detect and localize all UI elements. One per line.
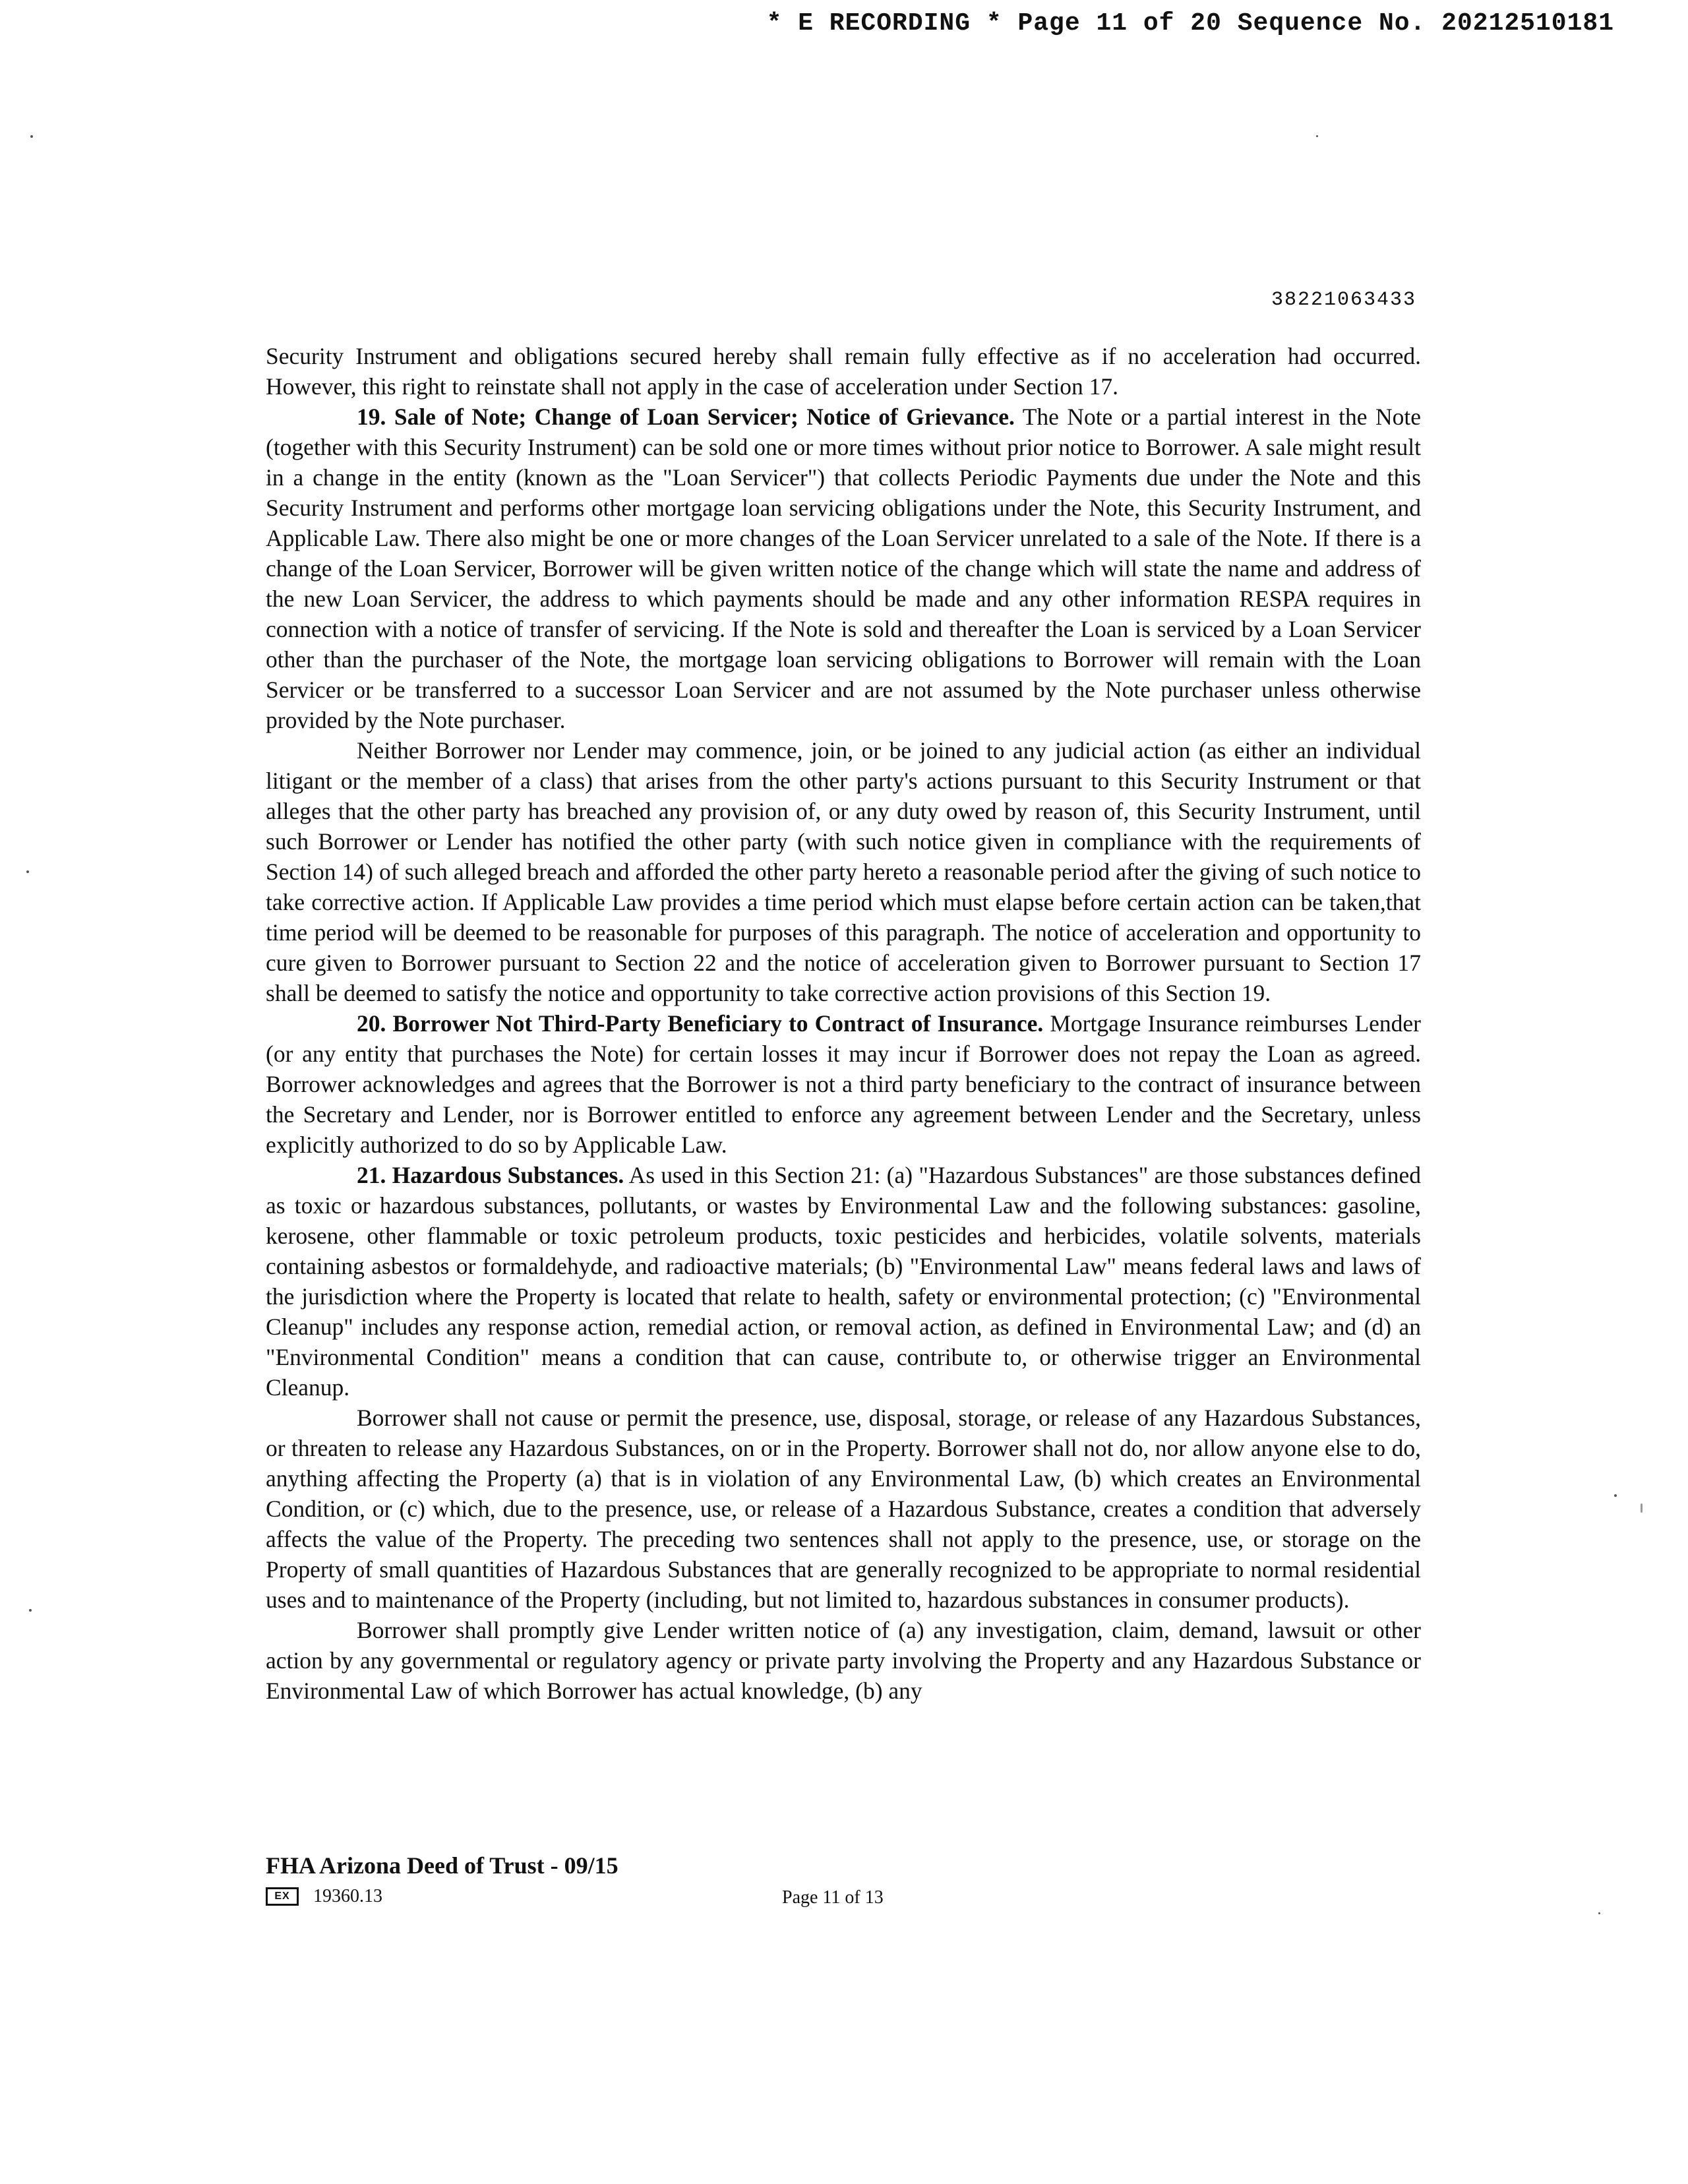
scan-speck <box>1316 135 1318 137</box>
page-number: Page 11 of 13 <box>782 1887 884 1908</box>
section-19-heading: 19. Sale of Note; Change of Loan Servicer; Notice of Grievance. <box>357 404 1015 430</box>
section-21-heading: 21. Hazardous Substances. <box>357 1162 624 1188</box>
scan-speck <box>26 870 29 873</box>
document-body <box>266 341 1421 1706</box>
scan-speck <box>1641 1503 1643 1513</box>
section-20-text: Mortgage Insurance reimburses Lender (or any entity that purchases the Note) for certain losses it may incur if Borrower does not repay the Loan as agreed. Borrower acknowledges and agrees that the Borrower is not a third party beneficiary to the contract of insurance between the Secretary and Lender, nor is Borrower entitled to enforce any agreement between Lender and the Secretary, unless explicitly authorized to do so by Applicable Law. <box>266 1010 1421 1158</box>
form-code-row <box>266 1886 382 1907</box>
section-21-paragraph-3: Borrower shall promptly give Lender written notice of (a) any investigation, claim, demand, lawsuit or other action by any governmental or regulatory agency or private party involving the Property and any Hazardous Substance or Environmental Law of which Borrower has actual knowledge, (b) any <box>266 1617 1421 1704</box>
recording-stamp: * E RECORDING * Page 11 of 20 Sequence No. 20212510181 <box>766 9 1614 38</box>
loan-number: 38221063433 <box>1271 289 1416 311</box>
continuation-paragraph: Security Instrument and obligations secured hereby shall remain fully effective as if no acceleration had occurred. However, this right to reinstate shall not apply in the case of acceleration under Section 17. <box>266 343 1421 400</box>
scan-speck <box>1598 1912 1600 1914</box>
scan-speck <box>30 135 33 138</box>
form-title: FHA Arizona Deed of Trust - 09/15 <box>266 1852 618 1879</box>
form-code: 19360.13 <box>313 1886 382 1906</box>
section-21-paragraph-2: Borrower shall not cause or permit the presence, use, disposal, storage, or release of any Hazardous Substances, or threaten to release any Hazardous Substances, on or in the Property. Borrower shall not do, nor allow anyone else to do, anything affecting the Property (a) that is in violation of any Environmental Law, (b) which creates an Environmental Condition, or (c) which, due to the presence, use, or release of a Hazardous Substance, creates a condition that adversely affects the value of the Property. The preceding two sentences shall not apply to the presence, use, or storage on the Property of small quantities of Hazardous Substances that are generally recognized to be appropriate to normal residential uses and to maintenance of the Property (including, but not limited to, hazardous substances in consumer products). <box>266 1405 1421 1613</box>
scan-speck <box>1614 1494 1617 1497</box>
scan-speck <box>29 1609 32 1612</box>
section-20-heading: 20. Borrower Not Third-Party Beneficiary to Contract of Insurance. <box>357 1010 1044 1037</box>
ex-logo-icon: EX <box>266 1887 299 1906</box>
section-20-paragraph <box>266 1008 1421 1160</box>
section-21-paragraph <box>266 1160 1421 1403</box>
section-19-paragraph <box>266 402 1421 735</box>
section-21-text: As used in this Section 21: (a) "Hazardous Substances" are those substances defined as toxic or hazardous substances, pollutants, or wastes by Environmental Law and the following substances: gasoline, kerosene, other flammable or toxic petroleum products, toxic pesticides and herbicides, volatile solvents, materials containing asbestos or formaldehyde, and radioactive materials; (b) "Environmental Law" means federal laws and laws of the jurisdiction where the Property is located that relate to health, safety or environmental protection; (c) "Environmental Cleanup" includes any response action, remedial action, or removal action, as defined in Environmental Law; and (d) an "Environmental Condition" means a condition that can cause, contribute to, or otherwise trigger an Environmental Cleanup. <box>266 1162 1421 1401</box>
section-19-paragraph-2: Neither Borrower nor Lender may commence, join, or be joined to any judicial action (as either an individual litigant or the member of a class) that arises from the other party's actions pursuant to this Security Instrument or that alleges that the other party has breached any provision of, or any duty owed by reason of, this Security Instrument, until such Borrower or Lender has notified the other party (with such notice given in compliance with the requirements of Section 14) of such alleged breach and afforded the other party hereto a reasonable period after the giving of such notice to take corrective action. If Applicable Law provides a time period which must elapse before certain action can be taken,that time period will be deemed to be reasonable for purposes of this paragraph. The notice of acceleration and opportunity to cure given to Borrower pursuant to Section 22 and the notice of acceleration given to Borrower pursuant to Section 17 shall be deemed to satisfy the notice and opportunity to take corrective action provisions of this Section 19. <box>266 737 1421 1006</box>
section-19-text: The Note or a partial interest in the Note (together with this Security Instrument) can be sold one or more times without prior notice to Borrower. A sale might result in a change in the entity (known as the "Loan Servicer") that collects Periodic Payments due under the Note and this Security Instrument and performs other mortgage loan servicing obligations under the Note, this Security Instrument, and Applicable Law. There also might be one or more changes of the Loan Servicer unrelated to a sale of the Note. If there is a change of the Loan Servicer, Borrower will be given written notice of the change which will state the name and address of the new Loan Servicer, the address to which payments should be made and any other information RESPA requires in connection with a notice of transfer of servicing. If the Note is sold and thereafter the Loan is serviced by a Loan Servicer other than the purchaser of the Note, the mortgage loan servicing obligations to Borrower will remain with the Loan Servicer or be transferred to a successor Loan Servicer and are not assumed by the Note purchaser unless otherwise provided by the Note purchaser. <box>266 404 1421 733</box>
